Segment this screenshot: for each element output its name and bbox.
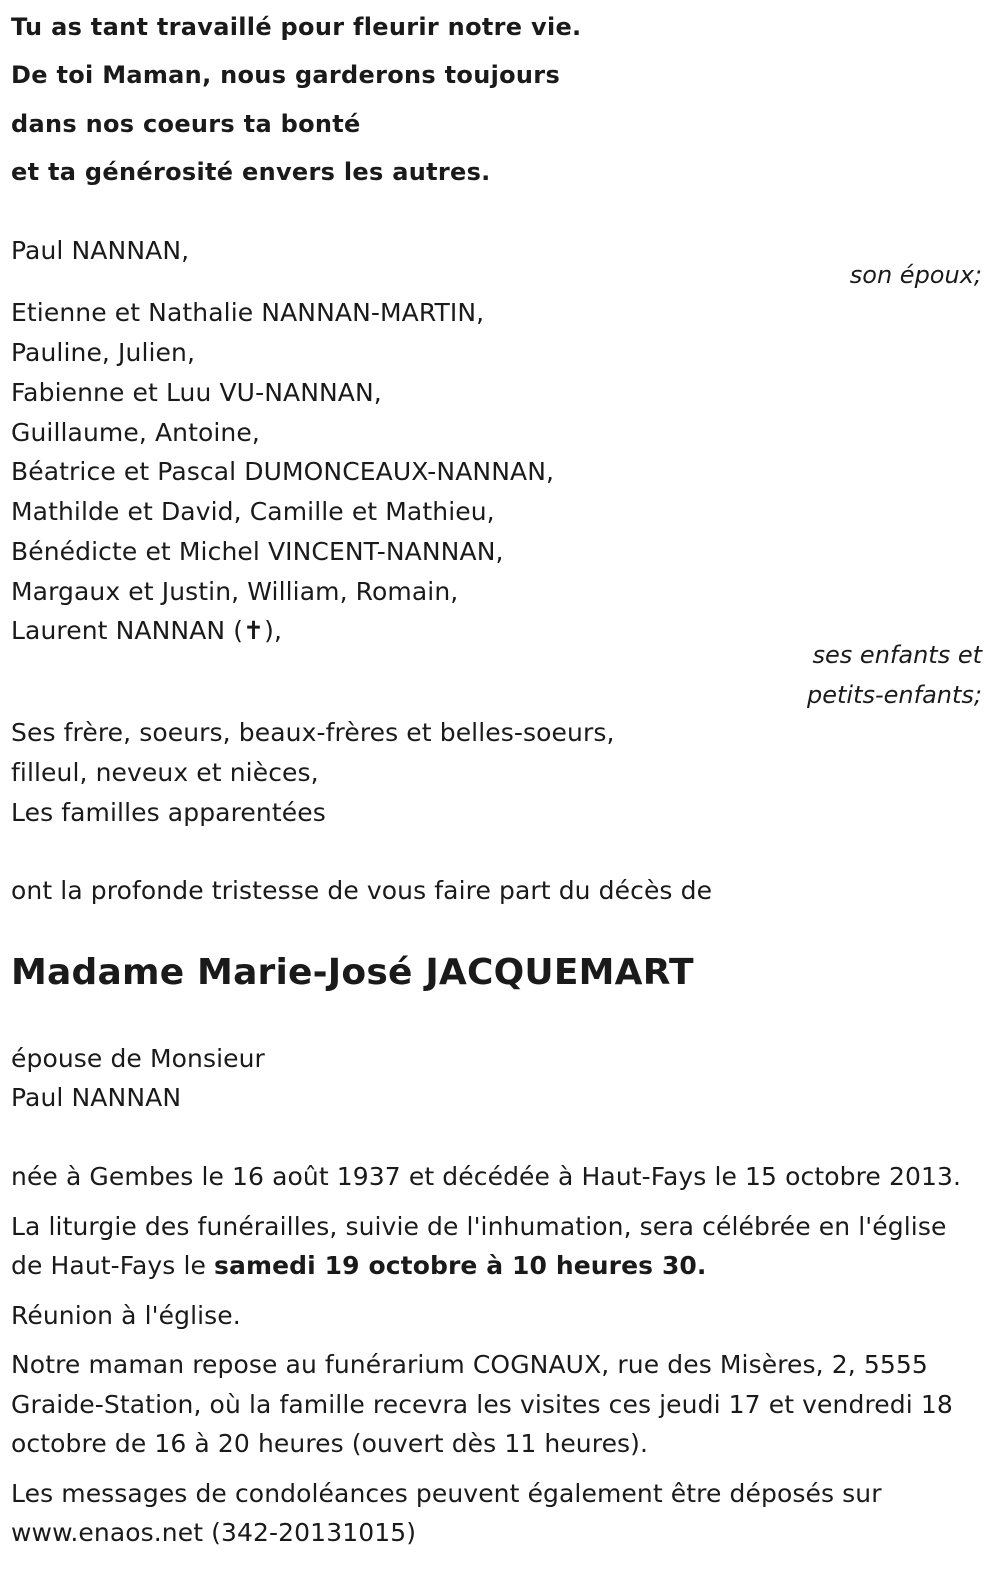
- funerarium-line-3: octobre de 16 à 20 heures (ouvert dès 11 heures).: [11, 1429, 649, 1458]
- condolences-line-1: Les messages de condoléances peuvent également être déposés sur: [11, 1479, 882, 1508]
- children-role-line-1: ses enfants et: [812, 641, 982, 669]
- child-line-7: Bénédicte et Michel VINCENT-NANNAN,: [11, 537, 504, 566]
- funeral-line-1: La liturgie des funérailles, suivie de l'inhumation, sera célébrée en l'église: [11, 1212, 947, 1241]
- relatives-line-1: Ses frère, soeurs, beaux-frères et belles-soeurs,: [11, 718, 615, 747]
- funeral-line-2-prefix: de Haut-Fays le: [11, 1251, 215, 1280]
- child-line-2: Pauline, Julien,: [11, 338, 196, 367]
- spouse-role: son époux;: [849, 261, 982, 289]
- deceased-name: Madame Marie-José JACQUEMART: [11, 952, 694, 993]
- poem-line-4: et ta générosité envers les autres.: [11, 158, 491, 186]
- child-line-5: Béatrice et Pascal DUMONCEAUX-NANNAN,: [11, 457, 555, 486]
- birth-death-text: née à Gembes le 16 août 1937 et décédée à Haut-Fays le 15 octobre 2013.: [11, 1162, 962, 1191]
- child-line-8: Margaux et Justin, William, Romain,: [11, 577, 459, 606]
- poem-line-1: Tu as tant travaillé pour fleurir notre vie.: [11, 13, 582, 41]
- relatives-line-2: filleul, neveux et nièces,: [11, 758, 319, 787]
- poem-line-2: De toi Maman, nous garderons toujours: [11, 61, 561, 89]
- spouse-name: Paul NANNAN,: [11, 236, 190, 265]
- poem-line-3: dans nos coeurs ta bonté: [11, 110, 361, 138]
- child-line-4: Guillaume, Antoine,: [11, 418, 260, 447]
- child-line-1: Etienne et Nathalie NANNAN-MARTIN,: [11, 298, 485, 327]
- reunion-text: Réunion à l'église.: [11, 1301, 241, 1330]
- funeral-date-time: samedi 19 octobre à 10 heures 30.: [214, 1251, 707, 1280]
- announcement-text: ont la profonde tristesse de vous faire part du décès de: [11, 876, 713, 905]
- funeral-line-2: [11, 1251, 707, 1281]
- spouse-of-line-1: épouse de Monsieur: [11, 1044, 265, 1073]
- child-line-9: Laurent NANNAN (✝),: [11, 616, 283, 645]
- spouse-of-line-2: Paul NANNAN: [11, 1083, 182, 1112]
- children-role-line-2: petits-enfants;: [807, 681, 982, 709]
- child-line-6: Mathilde et David, Camille et Mathieu,: [11, 497, 495, 526]
- condolences-line-2: www.enaos.net (342-20131015): [11, 1518, 417, 1547]
- relatives-line-3: Les familles apparentées: [11, 798, 326, 827]
- child-line-3: Fabienne et Luu VU-NANNAN,: [11, 378, 382, 407]
- funerarium-line-1: Notre maman repose au funérarium COGNAUX, rue des Misères, 2, 5555: [11, 1350, 928, 1379]
- funerarium-line-2: Graide-Station, où la famille recevra les visites ces jeudi 17 et vendredi 18: [11, 1390, 953, 1419]
